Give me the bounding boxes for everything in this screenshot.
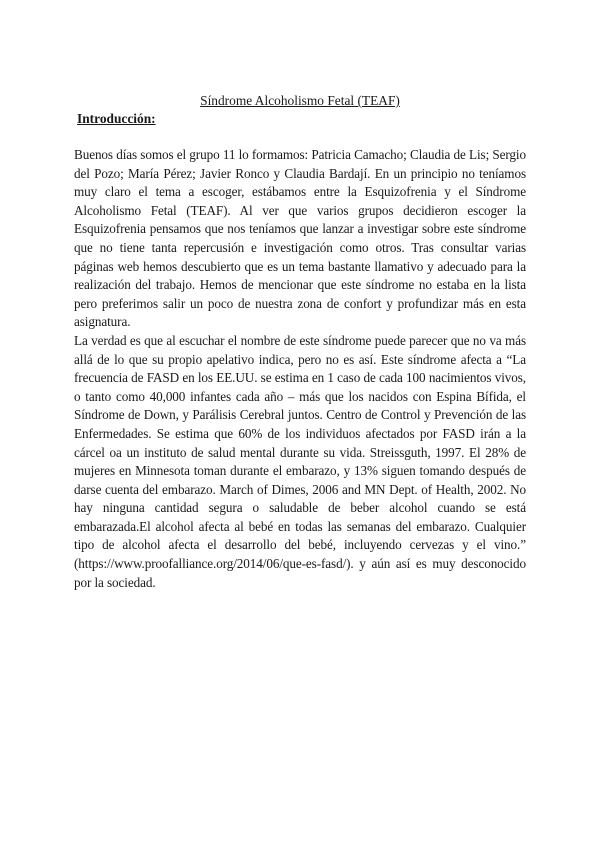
paragraph-intro-group: Buenos días somos el grupo 11 lo formamos: Patricia Camacho; Claudia de Lis; Sergio del Pozo; María Pérez; Javier Ronco y Claudia Bardají. En un principio no teníamos muy claro el tema a escoger, estábamos entre la Esquizofrenia y el Síndrome Alcoholismo Fetal (TEAF). Al ver que varios grupos decidieron escoger la Esquizofrenia pensamos que nos teníamos que lanzar a investigar sobre este síndrome que no tiene tanta repercusión e investigación como otros. Tras consultar varias páginas web hemos descubierto que es un tema bastante llamativo y adecuado para la realización del trabajo. Hemos de mencionar que este síndrome no estaba en la lista pero preferimos salir un poco de nuestra zona de confort y profundizar más en esta asignatura. xyxy=(74,147,526,330)
section-heading-introduction: Introducción: xyxy=(77,111,156,126)
document-title: Síndrome Alcoholismo Fetal (TEAF) xyxy=(200,93,400,108)
paragraph-fasd-statistics: La verdad es que al escuchar el nombre de este síndrome puede parecer que no va más allá de lo que su propio apelativo indica, pero no es así. Este síndrome afecta a “La frecuencia de FASD en los EE.UU. se estima en 1 caso de cada 100 nacimientos vivos, o tanto como 40,000 infantes cada año – más que los nacidos con Espina Bífida, el Síndrome de Down, y Parálisis Cerebral juntos. Centro de Control y Prevención de las Enfermedades. Se estima que 60% de los individuos afectados por FASD irán a la cárcel oa un instituto de salud mental durante su vida. Streissguth, 1997. El 28% de mujeres en Minnesota toman durante el embarazo, y 13% siguen tomando después de darse cuenta del embarazo. March of Dimes, 2006 and MN Dept. of Health, 2002. No hay ninguna cantidad segura o saludable de beber alcohol cuando se está embarazada.El alcohol afecta al bebé en todas las semanas del embarazo. Cualquier tipo de alcohol afecta el desarrollo del bebé, incluyendo cervezas y el vino.” (https://www.proofalliance.org/2014/06/que-es-fasd/). y aún así es muy desconocido por la sociedad. xyxy=(74,332,526,590)
document-body xyxy=(74,146,526,592)
